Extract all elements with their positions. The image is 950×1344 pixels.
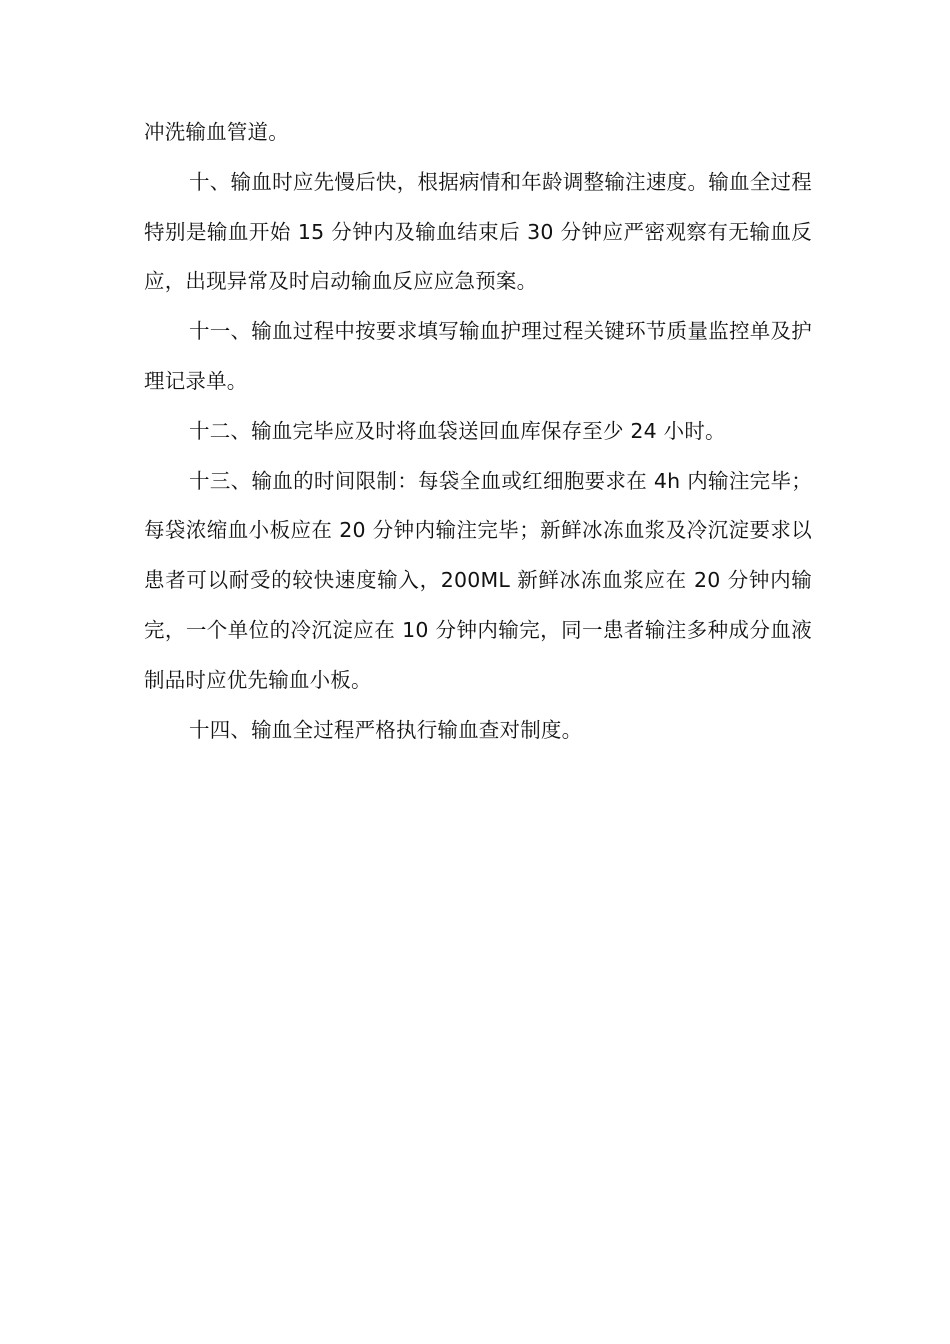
paragraph-item-13: 十三、输血的时间限制：每袋全血或红细胞要求在 4h 内输注完毕；每袋浓缩血小板应在 20 分钟内输注完毕；新鲜冰冻血浆及冷沉淀要求以患者可以耐受的较快速度输入，200ML 新鲜冰冻血浆应在 20 分钟内输完，一个单位的冷沉淀应在 10 分钟内输完，同一患者输注多种成分血液制品时应优先输血小板。 xyxy=(144,468,812,692)
paragraph-continuation: 冲洗输血管道。 xyxy=(144,120,289,144)
paragraph-item-12: 十二、输血完毕应及时将血袋送回血库保存至少 24 小时。 xyxy=(189,418,726,443)
paragraph-item-10: 十、输血时应先慢后快，根据病情和年龄调整输注速度。输血全过程特别是输血开始 15 分钟内及输血结束后 30 分钟应严密观察有无输血反应，出现异常及时启动输血反应应急预案。 xyxy=(144,169,812,294)
document-body xyxy=(144,108,812,755)
paragraph-item-14: 十四、输血全过程严格执行输血查对制度。 xyxy=(189,717,583,742)
paragraph-item-11: 十一、输血过程中按要求填写输血护理过程关键环节质量监控单及护理记录单。 xyxy=(144,319,812,393)
